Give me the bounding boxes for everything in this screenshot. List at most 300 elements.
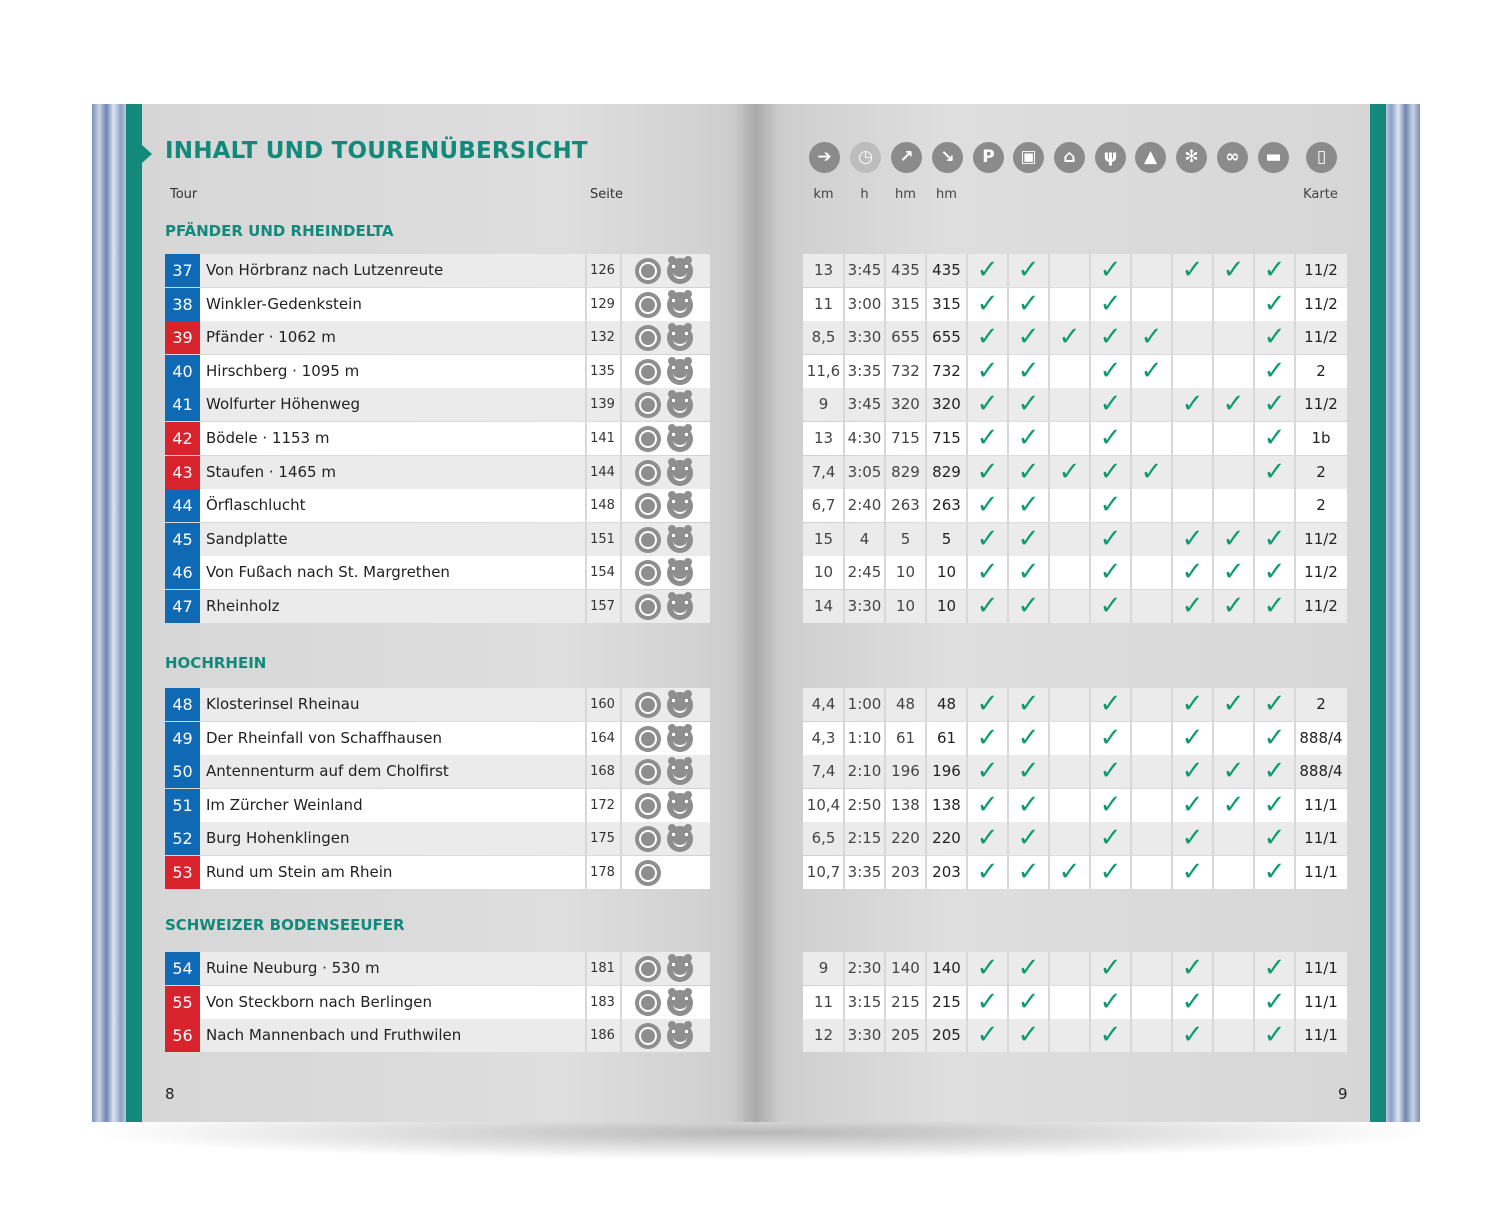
- page-reference: 144: [590, 465, 615, 480]
- winter-check-icon: ✓: [1181, 557, 1204, 587]
- tour-row[interactable]: [165, 422, 710, 455]
- tour-name: Klosterinsel Rheinau: [206, 695, 360, 713]
- tour-name: Örflaschlucht: [206, 496, 306, 514]
- tour-data-row: [803, 388, 1347, 421]
- parking-check-icon: ✓: [976, 255, 999, 285]
- tour-row[interactable]: [165, 288, 710, 321]
- column-divider: [1171, 422, 1173, 455]
- restaurant-check-icon: ✓: [1099, 457, 1122, 487]
- ascent-icon: ↗: [891, 142, 922, 173]
- map-reference: 11/2: [1304, 597, 1338, 615]
- tour-number: 48: [165, 688, 200, 721]
- round-trip-icon: [635, 258, 661, 284]
- column-divider: [620, 489, 622, 522]
- column-divider: [843, 456, 845, 489]
- tour-number: 49: [165, 722, 200, 755]
- tour-row[interactable]: [165, 986, 710, 1019]
- km-value: 11: [813, 993, 834, 1011]
- page-reference: 148: [590, 498, 615, 513]
- ascent-value: 220: [891, 829, 920, 847]
- column-divider: [620, 755, 622, 788]
- tour-number: 56: [165, 1019, 200, 1052]
- round-trip-icon: [635, 460, 661, 486]
- tour-number: 52: [165, 822, 200, 855]
- public-transport-check-icon: ✓: [1017, 756, 1040, 786]
- column-divider: [925, 688, 927, 721]
- tour-row[interactable]: [165, 688, 710, 721]
- column-divider: [925, 355, 927, 388]
- descent-value: 655: [932, 328, 961, 346]
- page-reference: 181: [590, 961, 615, 976]
- column-divider: [884, 722, 886, 755]
- restaurant-check-icon: ✓: [1099, 689, 1122, 719]
- signpost-icon: ➔: [809, 142, 840, 173]
- km-value: 14: [813, 597, 834, 615]
- tour-data-row: [803, 1019, 1347, 1052]
- map-reference: 11/2: [1304, 563, 1338, 581]
- tour-number: 38: [165, 288, 200, 321]
- child-friendly-icon: [667, 692, 693, 718]
- bicycle-check-icon: ✓: [1222, 756, 1245, 786]
- map-reference: 11/2: [1304, 295, 1338, 313]
- winter-icon: ✻: [1176, 142, 1207, 173]
- column-divider: [620, 722, 622, 755]
- descent-value: 205: [932, 1026, 961, 1044]
- public-transport-check-icon: ✓: [1017, 723, 1040, 753]
- accommodation-check-icon: ✓: [1263, 756, 1286, 786]
- winter-check-icon: ✓: [1181, 723, 1204, 753]
- section-title: HOCHRHEIN: [165, 654, 267, 672]
- parking-check-icon: ✓: [976, 953, 999, 983]
- descent-icon: ↘: [932, 142, 963, 173]
- column-divider: [925, 321, 927, 354]
- tour-name: Winkler-Gedenkstein: [206, 295, 362, 313]
- km-value: 10: [813, 563, 834, 581]
- column-divider: [843, 388, 845, 421]
- descent-value: 315: [932, 295, 961, 313]
- tour-name: Nach Mannenbach und Fruthwilen: [206, 1026, 462, 1044]
- tour-name: Im Zürcher Weinland: [206, 796, 363, 814]
- column-divider: [884, 254, 886, 287]
- accommodation-check-icon: ✓: [1263, 823, 1286, 853]
- tour-row[interactable]: [165, 556, 710, 589]
- round-trip-icon: [635, 990, 661, 1016]
- tour-number: 46: [165, 556, 200, 589]
- tour-row[interactable]: [165, 590, 710, 623]
- restaurant-check-icon: ✓: [1099, 953, 1122, 983]
- column-divider: [1212, 489, 1214, 522]
- accommodation-check-icon: ✓: [1263, 524, 1286, 554]
- column-divider: [925, 523, 927, 556]
- parking-check-icon: ✓: [976, 322, 999, 352]
- duration-value: 3:35: [847, 362, 882, 380]
- map-reference: 11/2: [1304, 328, 1338, 346]
- left-accent-stripe: [126, 104, 142, 1122]
- ascent-value: 205: [891, 1026, 920, 1044]
- ascent-value: 61: [895, 729, 916, 747]
- ascent-value: 140: [891, 959, 920, 977]
- winter-check-icon: ✓: [1181, 689, 1204, 719]
- km-value: 12: [813, 1026, 834, 1044]
- map-reference: 11/1: [1304, 829, 1338, 847]
- duration-value: 2:10: [847, 762, 882, 780]
- winter-check-icon: ✓: [1181, 524, 1204, 554]
- accommodation-check-icon: ✓: [1263, 723, 1286, 753]
- child-friendly-icon: [667, 426, 693, 452]
- page-reference: 129: [590, 297, 615, 312]
- round-trip-icon: [635, 826, 661, 852]
- parking-check-icon: ✓: [976, 756, 999, 786]
- tour-data-row: [803, 523, 1347, 556]
- column-divider: [1212, 456, 1214, 489]
- restaurant-check-icon: ✓: [1099, 987, 1122, 1017]
- header-karte: Karte: [1303, 187, 1338, 202]
- column-divider: [620, 1019, 622, 1052]
- page-reference: 160: [590, 697, 615, 712]
- restaurant-check-icon: ✓: [1099, 524, 1122, 554]
- parking-check-icon: ✓: [976, 857, 999, 887]
- ascent-value: 655: [891, 328, 920, 346]
- header-km: km: [813, 187, 834, 202]
- duration-value: 3:30: [847, 1026, 882, 1044]
- child-friendly-icon: [667, 292, 693, 318]
- restaurant-check-icon: ✓: [1099, 857, 1122, 887]
- child-friendly-icon: [667, 990, 693, 1016]
- descent-value: 220: [932, 829, 961, 847]
- winter-check-icon: ✓: [1181, 953, 1204, 983]
- restaurant-check-icon: ✓: [1099, 289, 1122, 319]
- child-friendly-icon: [667, 826, 693, 852]
- book-page-edges-left: [92, 104, 128, 1122]
- column-divider: [843, 1019, 845, 1052]
- child-friendly-icon: [667, 325, 693, 351]
- descent-value: 5: [941, 530, 952, 548]
- public-transport-check-icon: ✓: [1017, 689, 1040, 719]
- column-divider: [843, 755, 845, 788]
- duration-value: 3:30: [847, 597, 882, 615]
- tour-row[interactable]: [165, 755, 710, 788]
- round-trip-icon: [635, 1023, 661, 1049]
- winter-check-icon: ✓: [1181, 1020, 1204, 1050]
- km-value: 9: [818, 959, 829, 977]
- column-divider: [843, 422, 845, 455]
- tour-data-row: [803, 321, 1347, 354]
- child-friendly-icon: [667, 956, 693, 982]
- tour-number: 44: [165, 489, 200, 522]
- column-divider: [620, 422, 622, 455]
- column-divider: [843, 523, 845, 556]
- duration-value: 2:50: [847, 796, 882, 814]
- tour-name: Antennenturm auf dem Cholfirst: [206, 762, 449, 780]
- parking-check-icon: ✓: [976, 457, 999, 487]
- cable-car-check-icon: ✓: [1058, 857, 1081, 887]
- column-divider: [843, 688, 845, 721]
- tour-data-row: [803, 254, 1347, 287]
- parking-check-icon: ✓: [976, 490, 999, 520]
- tour-row[interactable]: [165, 489, 710, 522]
- column-divider: [884, 523, 886, 556]
- column-divider: [620, 456, 622, 489]
- km-value: 15: [813, 530, 834, 548]
- column-divider: [884, 355, 886, 388]
- tour-data-row: [803, 456, 1347, 489]
- tour-row[interactable]: [165, 822, 710, 855]
- section-title: SCHWEIZER BODENSEEUFER: [165, 916, 405, 934]
- tour-data-row: [803, 952, 1347, 985]
- km-value: 13: [813, 429, 834, 447]
- public-transport-check-icon: ✓: [1017, 857, 1040, 887]
- public-transport-check-icon: ✓: [1017, 389, 1040, 419]
- page-number-left: 8: [165, 1085, 175, 1103]
- tour-name: Rund um Stein am Rhein: [206, 863, 393, 881]
- public-transport-check-icon: ✓: [1017, 987, 1040, 1017]
- restaurant-check-icon: ✓: [1099, 557, 1122, 587]
- restaurant-check-icon: ✓: [1099, 756, 1122, 786]
- restaurant-check-icon: ✓: [1099, 723, 1122, 753]
- column-divider: [884, 590, 886, 623]
- child-friendly-icon: [667, 493, 693, 519]
- ascent-value: 263: [891, 496, 920, 514]
- tour-data-row: [803, 856, 1347, 889]
- winter-check-icon: ✓: [1181, 591, 1204, 621]
- public-transport-check-icon: ✓: [1017, 953, 1040, 983]
- header-seite: Seite: [590, 187, 623, 202]
- map-reference: 888/4: [1299, 729, 1343, 747]
- km-value: 4,3: [811, 729, 836, 747]
- tour-name: Staufen · 1465 m: [206, 463, 336, 481]
- accommodation-check-icon: ✓: [1263, 557, 1286, 587]
- column-divider: [843, 556, 845, 589]
- restaurant-check-icon: ✓: [1099, 823, 1122, 853]
- column-divider: [620, 355, 622, 388]
- column-divider: [1171, 489, 1173, 522]
- winter-check-icon: ✓: [1181, 823, 1204, 853]
- map-reference: 888/4: [1299, 762, 1343, 780]
- km-value: 7,4: [811, 762, 836, 780]
- summit-check-icon: ✓: [1140, 457, 1163, 487]
- parking-check-icon: ✓: [976, 289, 999, 319]
- column-divider: [884, 688, 886, 721]
- accommodation-check-icon: ✓: [1263, 322, 1286, 352]
- parking-check-icon: ✓: [976, 591, 999, 621]
- parking-check-icon: ✓: [976, 356, 999, 386]
- tour-number: 47: [165, 590, 200, 623]
- column-divider: [884, 952, 886, 985]
- title-arrow-icon: [142, 145, 152, 163]
- accommodation-check-icon: ✓: [1263, 289, 1286, 319]
- child-friendly-icon: [667, 1023, 693, 1049]
- column-divider: [620, 254, 622, 287]
- descent-value: 10: [936, 597, 957, 615]
- tour-data-row: [803, 556, 1347, 589]
- tour-row[interactable]: [165, 321, 710, 354]
- page-title: INHALT UND TOURENÜBERSICHT: [165, 138, 588, 164]
- column-divider: [925, 822, 927, 855]
- map-reference: 2: [1316, 362, 1326, 380]
- map-reference: 11/2: [1304, 395, 1338, 413]
- column-divider: [1212, 288, 1214, 321]
- winter-check-icon: ✓: [1181, 255, 1204, 285]
- tour-data-row: [803, 789, 1347, 822]
- map-reference: 2: [1316, 463, 1326, 481]
- restaurant-check-icon: ✓: [1099, 591, 1122, 621]
- public-transport-check-icon: ✓: [1017, 591, 1040, 621]
- page-reference: 126: [590, 263, 615, 278]
- map-reference: 11/1: [1304, 1026, 1338, 1044]
- column-divider: [884, 986, 886, 1019]
- restaurant-check-icon: ✓: [1099, 356, 1122, 386]
- page-reference: 183: [590, 995, 615, 1010]
- tour-row[interactable]: [165, 952, 710, 985]
- round-trip-icon: [635, 860, 661, 886]
- tour-row[interactable]: [165, 856, 710, 889]
- column-divider: [925, 856, 927, 889]
- winter-check-icon: ✓: [1181, 756, 1204, 786]
- column-divider: [1171, 288, 1173, 321]
- cable-car-check-icon: ✓: [1058, 322, 1081, 352]
- tour-row[interactable]: [165, 722, 710, 755]
- tour-number: 42: [165, 422, 200, 455]
- duration-value: 3:15: [847, 993, 882, 1011]
- column-divider: [620, 822, 622, 855]
- column-divider: [620, 789, 622, 822]
- column-divider: [925, 722, 927, 755]
- header-hm-ascent: hm: [895, 187, 916, 202]
- column-divider: [925, 590, 927, 623]
- tour-number: 40: [165, 355, 200, 388]
- column-divider: [884, 755, 886, 788]
- column-divider: [620, 688, 622, 721]
- tour-row[interactable]: [165, 456, 710, 489]
- column-divider: [843, 952, 845, 985]
- map-reference: 11/2: [1304, 261, 1338, 279]
- column-divider: [884, 1019, 886, 1052]
- column-divider: [620, 388, 622, 421]
- page-reference: 168: [590, 764, 615, 779]
- km-value: 7,4: [811, 463, 836, 481]
- tour-data-row: [803, 590, 1347, 623]
- descent-value: 715: [932, 429, 961, 447]
- page-reference: 178: [590, 865, 615, 880]
- ascent-value: 315: [891, 295, 920, 313]
- parking-icon: P: [973, 142, 1004, 173]
- tour-name: Burg Hohenklingen: [206, 829, 350, 847]
- km-value: 10,4: [806, 796, 841, 814]
- restaurant-check-icon: ✓: [1099, 790, 1122, 820]
- ascent-value: 215: [891, 993, 920, 1011]
- child-friendly-icon: [667, 560, 693, 586]
- page-reference: 186: [590, 1028, 615, 1043]
- column-divider: [884, 288, 886, 321]
- tour-row[interactable]: [165, 523, 710, 556]
- ascent-value: 48: [895, 695, 916, 713]
- column-divider: [620, 952, 622, 985]
- round-trip-icon: [635, 527, 661, 553]
- restaurant-check-icon: ✓: [1099, 322, 1122, 352]
- column-divider: [1212, 321, 1214, 354]
- restaurant-check-icon: ✓: [1099, 1020, 1122, 1050]
- km-value: 6,5: [811, 829, 836, 847]
- column-divider: [1212, 355, 1214, 388]
- column-divider: [843, 856, 845, 889]
- ascent-value: 829: [891, 463, 920, 481]
- descent-value: 48: [936, 695, 957, 713]
- column-divider: [925, 986, 927, 1019]
- ascent-value: 715: [891, 429, 920, 447]
- column-divider: [884, 556, 886, 589]
- ascent-value: 732: [891, 362, 920, 380]
- column-divider: [925, 489, 927, 522]
- column-divider: [925, 556, 927, 589]
- book-page-edges-right: [1384, 104, 1420, 1122]
- duration-value: 2:30: [847, 959, 882, 977]
- tour-name: Rheinholz: [206, 597, 280, 615]
- round-trip-icon: [635, 493, 661, 519]
- tour-row[interactable]: [165, 1019, 710, 1052]
- column-divider: [1253, 489, 1255, 522]
- tour-row[interactable]: [165, 254, 710, 287]
- public-transport-check-icon: ✓: [1017, 255, 1040, 285]
- tour-data-row: [803, 489, 1347, 522]
- tour-name: Bödele · 1153 m: [206, 429, 330, 447]
- tour-number: 53: [165, 856, 200, 889]
- duration-value: 3:00: [847, 295, 882, 313]
- tour-row[interactable]: [165, 789, 710, 822]
- parking-check-icon: ✓: [976, 1020, 999, 1050]
- ascent-value: 435: [891, 261, 920, 279]
- ascent-value: 138: [891, 796, 920, 814]
- column-divider: [620, 986, 622, 1019]
- public-transport-check-icon: ✓: [1017, 457, 1040, 487]
- round-trip-icon: [635, 726, 661, 752]
- column-divider: [620, 590, 622, 623]
- column-divider: [843, 789, 845, 822]
- round-trip-icon: [635, 759, 661, 785]
- public-transport-check-icon: ✓: [1017, 490, 1040, 520]
- parking-check-icon: ✓: [976, 689, 999, 719]
- tour-number: 50: [165, 755, 200, 788]
- km-value: 8,5: [811, 328, 836, 346]
- parking-check-icon: ✓: [976, 423, 999, 453]
- tour-number: 54: [165, 952, 200, 985]
- bicycle-check-icon: ✓: [1222, 557, 1245, 587]
- cable-car-icon: ⌂: [1054, 142, 1085, 173]
- column-divider: [843, 321, 845, 354]
- descent-value: 140: [932, 959, 961, 977]
- accommodation-check-icon: ✓: [1263, 423, 1286, 453]
- parking-check-icon: ✓: [976, 823, 999, 853]
- winter-check-icon: ✓: [1181, 857, 1204, 887]
- ascent-value: 203: [891, 863, 920, 881]
- tour-row[interactable]: [165, 388, 710, 421]
- tour-row[interactable]: [165, 355, 710, 388]
- duration-value: 2:45: [847, 563, 882, 581]
- tour-name: Pfänder · 1062 m: [206, 328, 336, 346]
- public-transport-check-icon: ✓: [1017, 423, 1040, 453]
- descent-value: 203: [932, 863, 961, 881]
- map-reference: 2: [1316, 496, 1326, 514]
- descent-value: 732: [932, 362, 961, 380]
- tour-number: 43: [165, 456, 200, 489]
- column-divider: [843, 355, 845, 388]
- bicycle-check-icon: ✓: [1222, 790, 1245, 820]
- column-divider: [925, 789, 927, 822]
- round-trip-icon: [635, 692, 661, 718]
- round-trip-icon: [635, 292, 661, 318]
- page-reference: 135: [590, 364, 615, 379]
- column-divider: [925, 288, 927, 321]
- tour-number: 45: [165, 523, 200, 556]
